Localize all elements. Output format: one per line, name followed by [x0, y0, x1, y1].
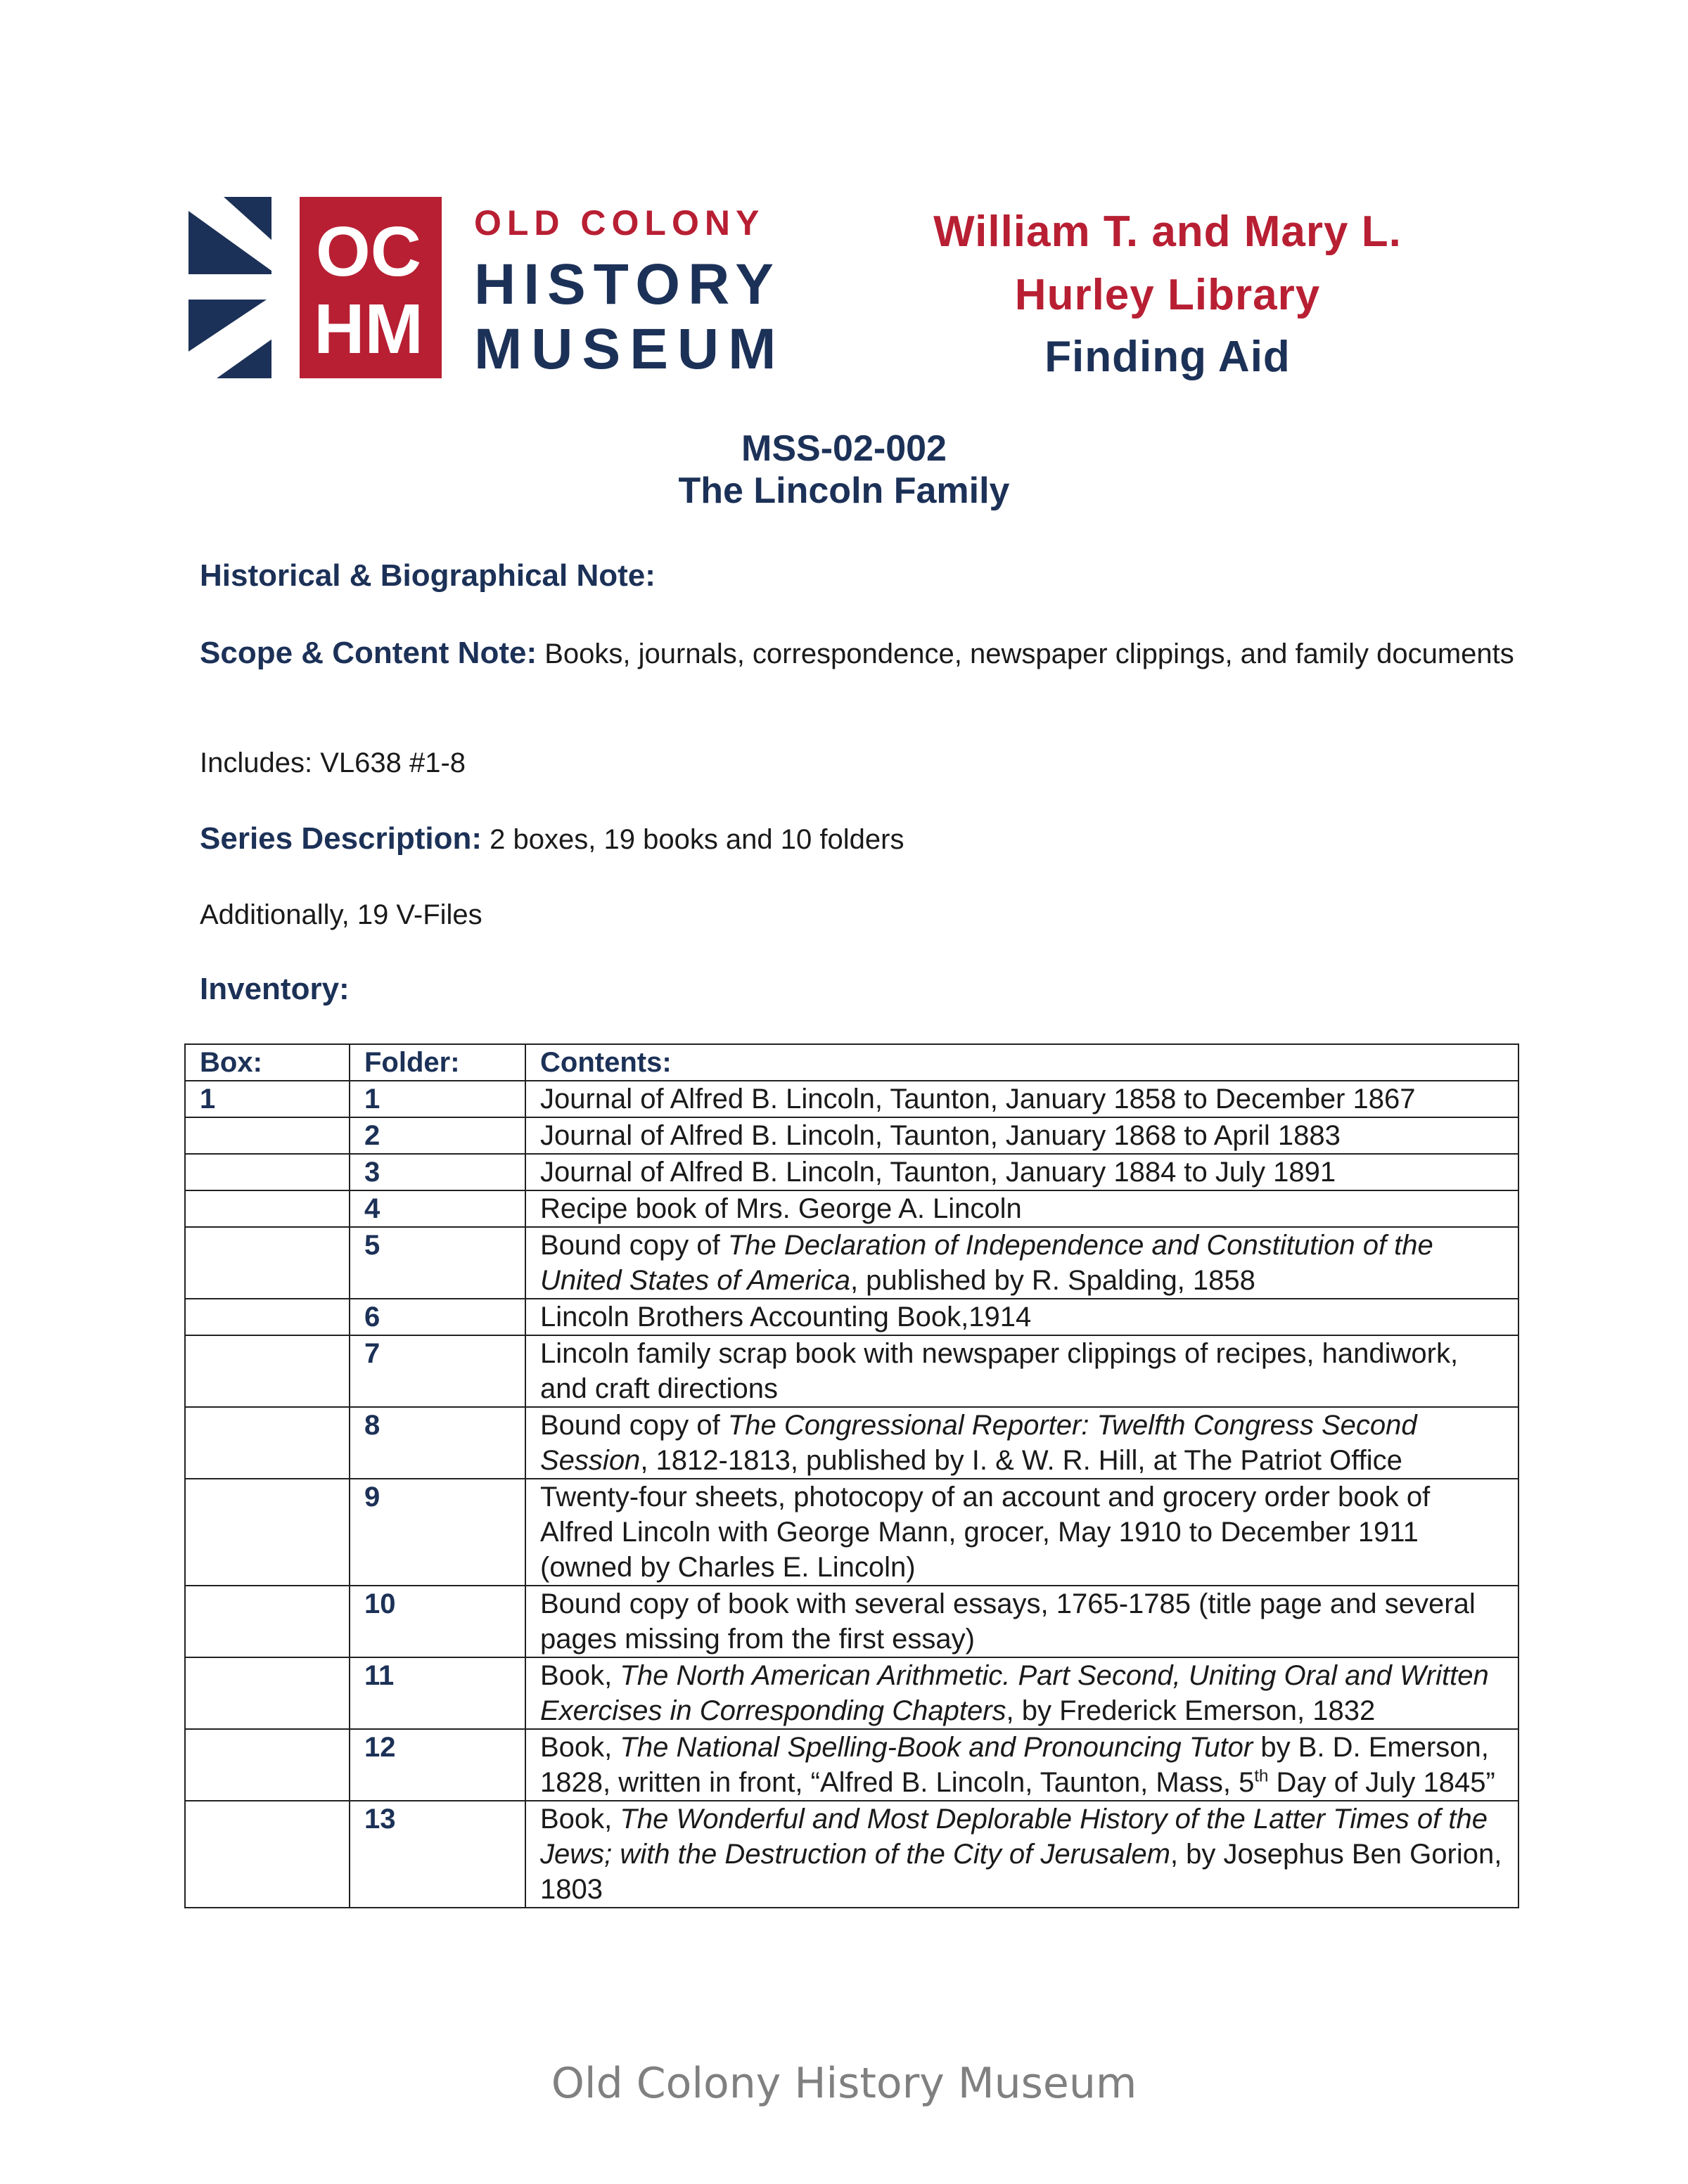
contents-prefix: Book, [540, 1660, 620, 1691]
inventory-heading-block [200, 972, 1522, 1008]
contents-cell [525, 1227, 1518, 1299]
page-footer: Old Colony History Museum [551, 2059, 1137, 2108]
collection-id: MSS-02-002 [741, 428, 947, 469]
folder-cell: 6 [350, 1299, 525, 1335]
logo-line-1: OLD COLONY [474, 203, 765, 243]
table-header-row [185, 1044, 1518, 1081]
contents-suffix: , by Josephus Ben Gorion, 1803 [540, 1839, 1502, 1905]
box-cell [185, 1586, 350, 1657]
table-row [185, 1407, 1518, 1479]
folder-cell: 8 [350, 1407, 525, 1479]
inventory-heading: Inventory: [200, 972, 350, 1006]
folder-cell: 9 [350, 1479, 525, 1586]
box-cell [185, 1335, 350, 1407]
table-row [185, 1227, 1518, 1299]
logo-monogram-top: OC [316, 212, 421, 291]
series-description-text: 2 boxes, 19 books and 10 folders [482, 824, 904, 855]
box-cell [185, 1117, 350, 1154]
work-title: The Wonderful and Most Deplorable History of the Latter Times of the Jews; with the Destruction of the City of Jerusalem [540, 1804, 1488, 1870]
contents-prefix: Book, [540, 1804, 620, 1835]
box-cell [185, 1227, 350, 1299]
column-header-folder: Folder: [350, 1044, 525, 1081]
contents-cell [525, 1801, 1518, 1908]
series-description-heading: Series Description: [200, 821, 482, 856]
work-title: The North American Arithmetic. Part Second, Uniting Oral and Written Exercises in Corresponding Chapters [540, 1660, 1489, 1726]
finding-aid-label: Finding Aid [1044, 333, 1291, 381]
ordinal-superscript: th [1254, 1766, 1269, 1786]
contents-cell: Journal of Alfred B. Lincoln, Taunton, January 1858 to December 1867 [525, 1081, 1518, 1117]
folder-cell: 4 [350, 1190, 525, 1227]
library-name-line-1: William T. and Mary L. [933, 207, 1402, 256]
table-row [185, 1801, 1518, 1908]
series-description [200, 821, 1522, 857]
box-cell [185, 1299, 350, 1335]
contents-cell: Lincoln family scrap book with newspaper clippings of recipes, handiwork, and craft directions [525, 1335, 1518, 1407]
table-row [185, 1117, 1518, 1154]
contents-suffix-2: Day of July 1845” [1268, 1767, 1495, 1798]
historical-note [200, 558, 1522, 594]
scope-note-heading: Scope & Content Note: [200, 636, 537, 670]
additional-note: Additionally, 19 V-Files [200, 899, 482, 930]
contents-cell: Lincoln Brothers Accounting Book,1914 [525, 1299, 1518, 1335]
table-row [185, 1299, 1518, 1335]
box-cell [185, 1657, 350, 1729]
box-cell [185, 1801, 350, 1908]
box-cell [185, 1729, 350, 1801]
box-cell [185, 1154, 350, 1190]
contents-cell [525, 1407, 1518, 1479]
contents-cell: Bound copy of book with several essays, 1765-1785 (title page and several pages missing from the first essay) [525, 1586, 1518, 1657]
contents-cell: Recipe book of Mrs. George A. Lincoln [525, 1190, 1518, 1227]
contents-cell: Journal of Alfred B. Lincoln, Taunton, January 1884 to July 1891 [525, 1154, 1518, 1190]
folder-cell: 12 [350, 1729, 525, 1801]
collection-title: The Lincoln Family [678, 470, 1010, 511]
folder-cell: 7 [350, 1335, 525, 1407]
inventory-table [184, 1043, 1519, 1908]
table-row [185, 1586, 1518, 1657]
contents-cell [525, 1729, 1518, 1801]
work-title: The Congressional Reporter: Twelfth Congress Second Session [540, 1410, 1417, 1476]
table-row [185, 1657, 1518, 1729]
scope-note-text: Books, journals, correspondence, newspaper clippings, and family documents [537, 638, 1514, 669]
logo-line-3: MUSEUM [474, 317, 786, 381]
contents-suffix: , 1812-1813, published by I. & W. R. Hill, at The Patriot Office [640, 1445, 1402, 1476]
contents-prefix: Bound copy of [540, 1410, 728, 1441]
scope-note [200, 636, 1522, 672]
folder-cell: 13 [350, 1801, 525, 1908]
contents-cell: Journal of Alfred B. Lincoln, Taunton, January 1868 to April 1883 [525, 1117, 1518, 1154]
contents-cell: Twenty-four sheets, photocopy of an account and grocery order book of Alfred Lincoln with George Mann, grocer, May 1910 to December 1911 (owned by Charles E. Lincoln) [525, 1479, 1518, 1586]
contents-cell [525, 1657, 1518, 1729]
box-cell: 1 [185, 1081, 350, 1117]
folder-cell: 5 [350, 1227, 525, 1299]
contents-suffix: , by Frederick Emerson, 1832 [1006, 1695, 1376, 1726]
contents-suffix: , published by R. Spalding, 1858 [850, 1265, 1255, 1296]
contents-prefix: Book, [540, 1732, 620, 1763]
logo-monogram-bottom: HM [314, 290, 423, 368]
logo-line-2: HISTORY [474, 252, 781, 316]
folder-cell: 1 [350, 1081, 525, 1117]
historical-note-heading: Historical & Biographical Note: [200, 558, 656, 593]
table-row [185, 1335, 1518, 1407]
folder-cell: 2 [350, 1117, 525, 1154]
contents-suffix: by B. D. Emerson, 1828, written in front, “Alfred B. Lincoln, Taunton, Mass, 5 [540, 1732, 1489, 1798]
box-cell [185, 1190, 350, 1227]
box-cell [185, 1479, 350, 1586]
union-flag-monogram-icon [188, 197, 442, 378]
table-row [185, 1154, 1518, 1190]
column-header-box: Box: [185, 1044, 350, 1081]
includes-note: Includes: VL638 #1-8 [200, 747, 466, 778]
table-row [185, 1729, 1518, 1801]
table-row [185, 1190, 1518, 1227]
work-title: The National Spelling-Book and Pronouncing Tutor [620, 1732, 1253, 1763]
library-name-line-2: Hurley Library [1014, 271, 1321, 319]
box-cell [185, 1407, 350, 1479]
folder-cell: 11 [350, 1657, 525, 1729]
museum-logo [188, 197, 807, 381]
work-title: The Declaration of Independence and Constitution of the United States of America [540, 1230, 1433, 1296]
table-row [185, 1479, 1518, 1586]
folder-cell: 10 [350, 1586, 525, 1657]
contents-prefix: Bound copy of [540, 1230, 728, 1261]
table-row [185, 1081, 1518, 1117]
column-header-contents: Contents: [525, 1044, 1518, 1081]
folder-cell: 3 [350, 1154, 525, 1190]
